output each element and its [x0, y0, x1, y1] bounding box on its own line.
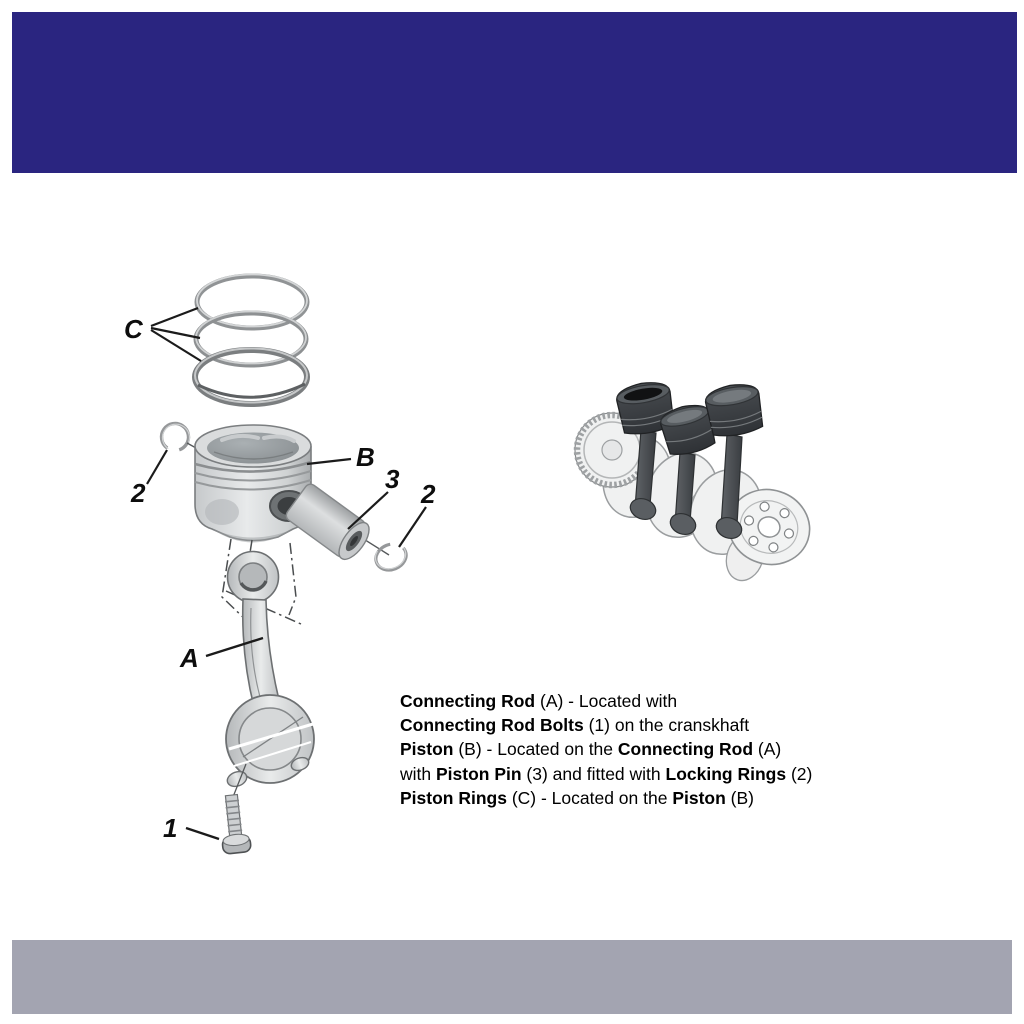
caption-line: Connecting Rod (A) - Located with — [400, 691, 678, 711]
label-1-leader — [186, 828, 219, 839]
label-2-right-leader — [399, 507, 426, 547]
connecting-rod-illustration — [225, 552, 314, 789]
label-piston-pin: 3 — [385, 464, 400, 494]
caption-line: Piston Rings (C) - Located on the Piston (B) — [400, 787, 755, 808]
piston-illustration — [195, 425, 311, 543]
label-locking-ring-left: 2 — [131, 478, 146, 508]
label-3-leader — [348, 492, 388, 529]
rod-bolt-illustration — [217, 794, 251, 855]
piston-rings-illustration — [195, 275, 307, 405]
label-c-leaders — [151, 308, 201, 361]
crank-piston-3 — [703, 381, 765, 440]
label-piston: B — [356, 442, 375, 472]
caption-line: Piston (B) - Located on the Connecting Rod (A) — [400, 739, 782, 760]
caption-block — [400, 689, 900, 810]
label-locking-ring-right: 2 — [421, 479, 436, 509]
locking-ring-right-illustration — [371, 538, 410, 574]
label-rod-bolt: 1 — [163, 813, 178, 843]
caption-line: Connecting Rod Bolts (1) on the cranskhaft — [400, 715, 750, 736]
crankshaft-assembly-illustration — [575, 379, 819, 586]
label-b-leader — [307, 459, 351, 464]
caption-line: with Piston Pin (3) and fitted with Locking Rings (2) — [400, 763, 813, 784]
locking-ring-left-illustration — [156, 418, 195, 456]
label-piston-rings: C — [124, 314, 143, 344]
label-2-left-leader — [147, 450, 167, 484]
label-connecting-rod: A — [180, 643, 199, 673]
